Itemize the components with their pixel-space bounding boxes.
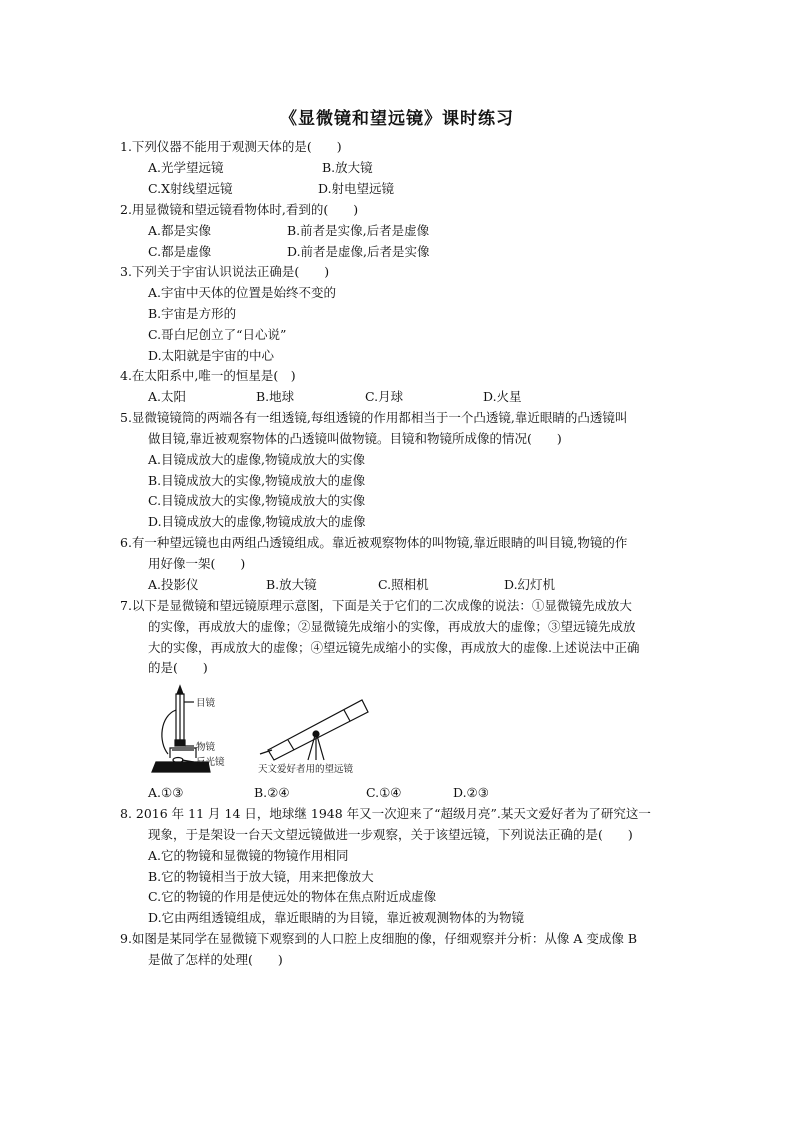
question-7-stem-line2: 的实像，再成放大的虚像；②显微镜先成缩小的实像，再成放大的虚像；③望远镜先成放 [148,619,636,634]
q5-option-d: D.目镜成放大的虚像,物镜成放大的虚像 [148,514,366,529]
question-1-stem: 1.下列仪器不能用于观测天体的是( ) [120,139,342,154]
question-3-stem: 3.下列关于宇宙认识说法正确是( ) [120,264,330,279]
q3-option-b: B.宇宙是方形的 [148,306,237,321]
objective-label: 物镜 [196,742,216,753]
page-title: 《显微镜和望远镜》课时练习 [280,109,514,129]
q1-option-d: D.射电望远镜 [318,181,395,196]
q7-option-c: C.①④ [366,785,402,800]
question-7-stem-line1: 7.以下是显微镜和望远镜原理示意图，下面是关于它们的二次成像的说法：①显微镜先成放大 [120,598,632,613]
mirror-label: 反光镜 [196,757,225,768]
question-4-stem: 4.在太阳系中,唯一的恒星是( ) [120,368,296,383]
q7-option-d: D.②③ [453,785,489,800]
q5-option-c: C.目镜成放大的实像,物镜成放大的实像 [148,493,366,508]
question-7-stem-line4: 的是( ) [148,660,208,675]
q4-option-b: B.地球 [256,389,295,404]
question-9-stem-line2: 是做了怎样的处理( ) [148,952,283,967]
q3-option-d: D.太阳就是宇宙的中心 [148,348,275,363]
question-5-stem-line2: 做目镜,靠近被观察物体的凸透镜叫做物镜。目镜和物镜所成像的情况( ) [148,431,562,446]
q1-option-b: B.放大镜 [322,160,373,175]
q7-option-a: A.①③ [148,785,184,800]
microscope-telescope-figure [148,684,388,776]
q6-option-c: C.照相机 [378,577,429,592]
q6-option-d: D.幻灯机 [504,577,556,592]
q4-option-c: C.月球 [365,389,404,404]
telescope-caption: 天文爱好者用的望远镜 [258,764,354,775]
q3-option-c: C.哥白尼创立了“日心说” [148,327,287,342]
question-7-stem-line3: 大的实像，再成放大的虚像；④望远镜先成缩小的实像，再成放大的虚像.上述说法中正确 [148,640,640,655]
telescope-icon [260,700,368,760]
q2-option-d: D.前者是虚像,后者是实像 [287,244,430,259]
question-9-stem-line1: 9.如图是某同学在显微镜下观察到的人口腔上皮细胞的像，仔细观察并分析：从像 A 变成像 B [120,931,638,946]
question-8-stem-line2: 现象，于是架设一台天文望远镜做进一步观察，关于该望远镜，下列说法正确的是( ) [148,827,633,842]
eyepiece-label: 目镜 [196,698,216,709]
q2-option-b: B.前者是实像,后者是虚像 [287,223,430,238]
question-6-stem-line1: 6.有一种望远镜也由两组凸透镜组成。靠近被观察物体的叫物镜,靠近眼睛的叫目镜,物镜的作 [120,535,628,550]
question-2-stem: 2.用显微镜和望远镜看物体时,看到的( ) [120,202,359,217]
q2-option-a: A.都是实像 [148,223,212,238]
q1-option-a: A.光学望远镜 [148,160,224,175]
q8-option-c: C.它的物镜的作用是使远处的物体在焦点附近成虚像 [148,889,437,904]
q6-option-b: B.放大镜 [266,577,317,592]
q8-option-b: B.它的物镜相当于放大镜，用来把像放大 [148,869,374,884]
q2-option-c: C.都是虚像 [148,244,212,259]
q4-option-a: A.太阳 [148,389,187,404]
q1-option-c: C.X射线望远镜 [148,181,233,196]
question-8-stem-line1: 8. 2016 年 11 月 14 日，地球继 1948 年又一次迎来了“超级月亮”.某天文爱好者为了研究这一 [120,806,651,821]
q7-option-b: B.②④ [254,785,290,800]
q5-option-a: A.目镜成放大的虚像,物镜成放大的实像 [148,452,365,467]
question-5-stem-line1: 5.显微镜镜筒的两端各有一组透镜,每组透镜的作用都相当于一个凸透镜,靠近眼睛的凸透镜叫 [120,410,628,425]
q8-option-a: A.它的物镜和显微镜的物镜作用相同 [148,848,349,863]
question-6-stem-line2: 用好像一架( ) [148,556,246,571]
q5-option-b: B.目镜成放大的实像,物镜成放大的虚像 [148,473,366,488]
q6-option-a: A.投影仪 [148,577,199,592]
q4-option-d: D.火星 [483,389,522,404]
q8-option-d: D.它由两组透镜组成，靠近眼睛的为目镜，靠近被观测物体的为物镜 [148,910,525,925]
q3-option-a: A.宇宙中天体的位置是始终不变的 [148,285,337,300]
